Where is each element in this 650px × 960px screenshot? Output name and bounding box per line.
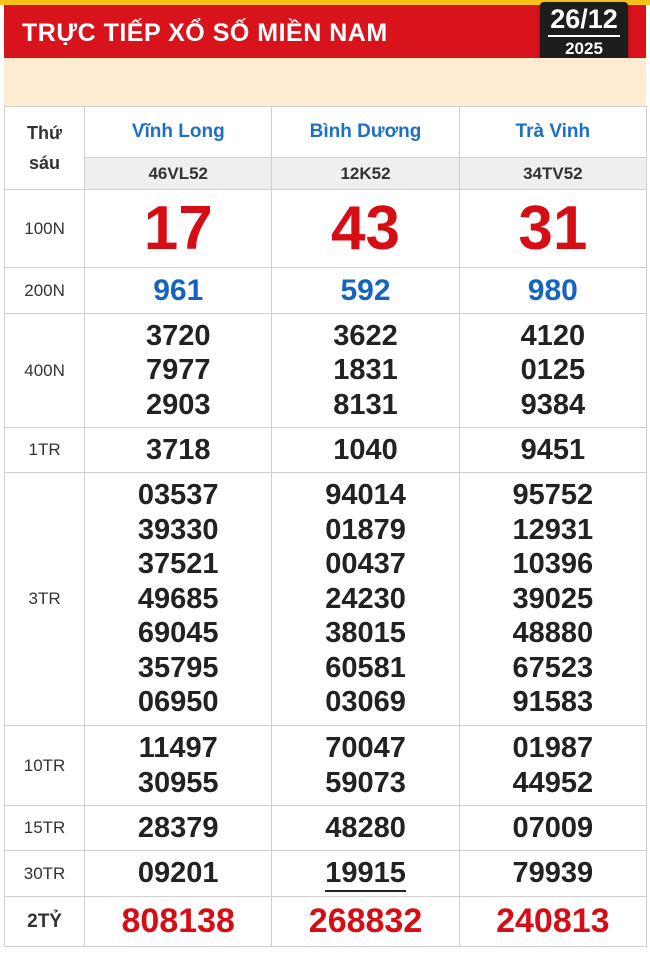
- prize-number: 79939: [459, 851, 646, 897]
- prize-cell: [272, 726, 459, 806]
- prize-number: 59073: [325, 766, 406, 799]
- prize-number: 4120: [520, 319, 586, 352]
- prize-row-400n: [5, 314, 647, 428]
- prize-row-100n: [5, 190, 647, 268]
- prize-number: 94014: [325, 479, 406, 512]
- prize-number: 3718: [85, 428, 272, 473]
- prize-number: 7977: [145, 354, 211, 387]
- prize-number: 17: [85, 190, 272, 268]
- prize-number: 48280: [272, 806, 459, 851]
- prize-number: 24230: [325, 582, 406, 615]
- prize-number: 37521: [137, 548, 219, 581]
- prize-number: 8131: [333, 388, 398, 421]
- prize-number: 03537: [137, 479, 219, 512]
- prize-number: 01879: [325, 513, 406, 546]
- province-code-binh-duong: 12K52: [272, 158, 459, 190]
- jackpot-number: 268832: [272, 897, 459, 947]
- results-table: [4, 106, 647, 947]
- prize-number: 1831: [333, 354, 398, 387]
- prize-number: 35795: [137, 651, 219, 684]
- prize-label: 3TR: [5, 473, 85, 726]
- day-label: [5, 107, 85, 190]
- prize-row-10tr: [5, 726, 647, 806]
- prize-number: 43: [272, 190, 459, 268]
- banner-title: TRỰC TIẾP XỔ SỐ MIỀN NAM: [22, 19, 388, 47]
- prize-number: 39025: [512, 582, 594, 615]
- prize-number: 1040: [272, 428, 459, 473]
- prize-number: 9384: [520, 388, 586, 421]
- prize-number: 12931: [512, 513, 594, 546]
- prize-number: 01987: [512, 732, 594, 764]
- prize-number: 91583: [512, 686, 594, 719]
- province-name-binh-duong[interactable]: Bình Dương: [272, 107, 459, 158]
- prize-number: 00437: [325, 548, 406, 581]
- jackpot-number: 240813: [459, 897, 646, 947]
- prize-number: 28379: [85, 806, 272, 851]
- sub-band: [4, 58, 646, 106]
- province-code-vinh-long: 46VL52: [85, 158, 272, 190]
- prize-label: 30TR: [5, 851, 85, 897]
- prize-number: 09201: [85, 851, 272, 897]
- prize-row-2ty: [5, 897, 647, 947]
- date-day: 26/12: [550, 4, 618, 34]
- date-year: 2025: [565, 39, 603, 58]
- province-name-tra-vinh[interactable]: Trà Vinh: [459, 107, 646, 158]
- prize-number: 03069: [325, 686, 406, 719]
- prize-number: 3622: [333, 319, 398, 352]
- province-name-vinh-long[interactable]: Vĩnh Long: [85, 107, 272, 158]
- prize-cell: [85, 314, 272, 428]
- prize-number: 11497: [138, 732, 218, 764]
- prize-number: 30955: [137, 766, 219, 799]
- prize-number: 39330: [137, 513, 219, 546]
- prize-label: 100N: [5, 190, 85, 268]
- prize-number: 2903: [145, 388, 211, 421]
- prize-number: 592: [272, 268, 459, 314]
- prize-number: 06950: [137, 686, 219, 719]
- province-code-tra-vinh: 34TV52: [459, 158, 646, 190]
- prize-number: 980: [459, 268, 646, 314]
- prize-number: 38015: [325, 617, 406, 650]
- prize-number: 48880: [512, 617, 594, 650]
- prize-number: 67523: [512, 651, 594, 684]
- prize-row-30tr: [5, 851, 647, 897]
- prize-number: 44952: [512, 766, 594, 799]
- prize-label: 1TR: [5, 428, 85, 473]
- prize-cell: [85, 726, 272, 806]
- prize-number: 961: [85, 268, 272, 314]
- prize-row-1tr: [5, 428, 647, 473]
- prize-cell: [459, 726, 646, 806]
- prize-cell: [85, 473, 272, 726]
- prize-number: 60581: [325, 651, 406, 684]
- prize-number: 31: [459, 190, 646, 268]
- prize-cell: [272, 314, 459, 428]
- prize-cell: [272, 851, 459, 897]
- prize-cell: [459, 473, 646, 726]
- prize-label: 400N: [5, 314, 85, 428]
- prize-label: 15TR: [5, 806, 85, 851]
- prize-row-15tr: [5, 806, 647, 851]
- day-label-line1: Thứ: [27, 123, 63, 143]
- prize-number: 0125: [520, 354, 586, 387]
- jackpot-number: 808138: [85, 897, 272, 947]
- prize-label: 10TR: [5, 726, 85, 806]
- date-badge: [540, 2, 628, 64]
- prize-number: 10396: [512, 548, 594, 581]
- prize-number: 49685: [137, 582, 219, 615]
- prize-number-underlined: 19915: [325, 857, 406, 892]
- prize-row-200n: [5, 268, 647, 314]
- prize-number: 70047: [325, 732, 406, 764]
- prize-cell: [272, 473, 459, 726]
- prize-cell: [459, 314, 646, 428]
- prize-number: 3720: [145, 319, 211, 352]
- prize-row-3tr: [5, 473, 647, 726]
- prize-number: 69045: [137, 617, 219, 650]
- prize-number: 95752: [512, 479, 594, 512]
- prize-label: 200N: [5, 268, 85, 314]
- prize-number: 9451: [459, 428, 646, 473]
- prize-label: 2TỶ: [5, 897, 85, 947]
- prize-number: 07009: [459, 806, 646, 851]
- day-label-line2: sáu: [29, 153, 61, 173]
